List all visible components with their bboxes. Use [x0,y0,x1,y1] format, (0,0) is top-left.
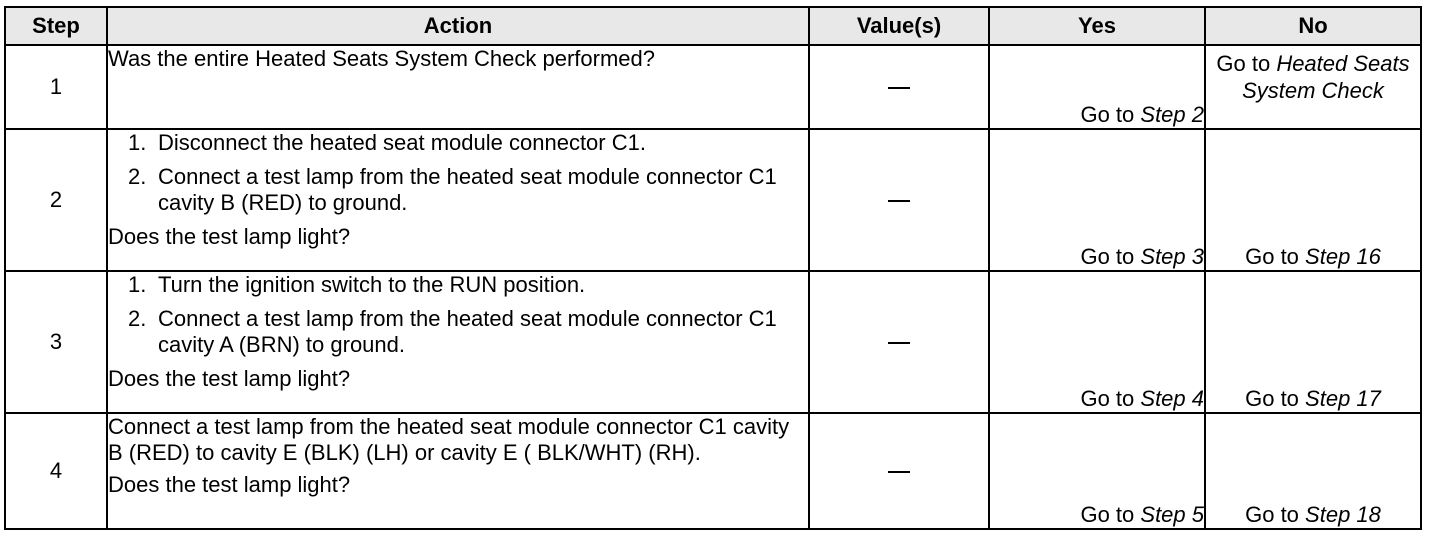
value-cell [809,413,989,529]
action-cell [107,271,809,413]
value-cell [809,45,989,129]
yes-target-link[interactable]: Step 2 [1140,102,1204,127]
table-row [5,271,1421,413]
substep-item: 2. Connect a test lamp from the heated seat module connector C1 cavity A (BRN) to ground. [128,306,777,357]
no-cell [1205,45,1421,129]
table-row [5,413,1421,529]
substep-item: 1. Turn the ignition switch to the RUN position. [128,272,586,297]
action-text: Connect a test lamp from the heated seat module connector C1 cavity B (RED) to cavity E (BLK) (LH) or cavity E ( BLK/WHT) (RH). [108,414,790,465]
header-step: Step [5,7,107,45]
no-cell [1205,271,1421,413]
header-values: Value(s) [809,7,989,45]
value-cell [809,129,989,271]
header-row [5,7,1421,45]
yes-prefix: Go to [1080,244,1135,269]
dash-mark [888,471,910,473]
no-prefix: Go to [1245,502,1299,527]
no-target-link[interactable]: Step 18 [1305,502,1381,527]
step-number: 3 [5,271,107,413]
substep-item: 1. Disconnect the heated seat module connector C1. [128,130,646,155]
substep-item: 2. Connect a test lamp from the heated seat module connector C1 cavity B (RED) to ground. [128,164,777,215]
substep-list [108,272,808,358]
table-row [5,45,1421,129]
no-target-link[interactable]: Step 17 [1305,386,1381,411]
value-cell [809,271,989,413]
step-number: 4 [5,413,107,529]
yes-cell [989,129,1205,271]
yes-prefix: Go to [1080,102,1135,127]
action-cell [107,413,809,529]
no-prefix: Go to [1245,386,1299,411]
no-prefix: Go to [1245,244,1299,269]
dash-mark [888,87,910,89]
no-prefix: Go to [1216,51,1271,76]
step-number: 2 [5,129,107,271]
diagnostic-table [4,6,1422,530]
no-target-link[interactable]: Heated Seats System Check [1242,51,1410,103]
no-cell [1205,413,1421,529]
dash-mark [888,342,910,344]
question-text: Does the test lamp light? [108,366,351,391]
action-text: Was the entire Heated Seats System Check performed? [108,46,655,71]
action-cell [107,45,809,129]
yes-prefix: Go to [1080,502,1135,527]
no-cell [1205,129,1421,271]
yes-target-link[interactable]: Step 4 [1140,386,1204,411]
yes-cell [989,413,1205,529]
substep-list [108,130,808,216]
question-text: Does the test lamp light? [108,224,351,249]
step-number: 1 [5,45,107,129]
action-cell [107,129,809,271]
dash-mark [888,200,910,202]
header-action: Action [107,7,809,45]
yes-prefix: Go to [1080,386,1135,411]
yes-cell [989,271,1205,413]
header-yes: Yes [989,7,1205,45]
table-row [5,129,1421,271]
yes-target-link[interactable]: Step 5 [1140,502,1204,527]
yes-target-link[interactable]: Step 3 [1140,244,1204,269]
question-text: Does the test lamp light? [108,472,351,497]
header-no: No [1205,7,1421,45]
no-target-link[interactable]: Step 16 [1305,244,1381,269]
yes-cell [989,45,1205,129]
